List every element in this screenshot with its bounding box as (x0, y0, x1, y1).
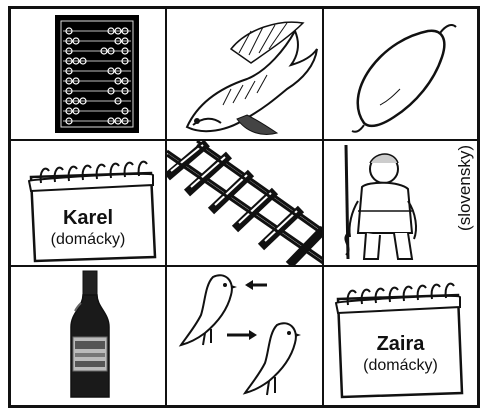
pigeons-icon (167, 267, 324, 405)
calendar-subtitle: (domácky) (363, 357, 438, 374)
cell-calendar-karel (11, 141, 167, 267)
cell-wine (11, 267, 167, 405)
calendar-title: Karel (62, 207, 114, 229)
fish-icon (167, 9, 324, 141)
calendar-title: Zaira (376, 333, 425, 355)
cell-sausage (324, 9, 477, 141)
cell-pigeons (167, 267, 324, 405)
calendar-subtitle: (domácky) (50, 231, 126, 248)
cell-railway (167, 141, 324, 267)
wine-bottle-icon (11, 267, 167, 405)
picture-grid (8, 6, 480, 408)
abacus-icon (11, 9, 167, 141)
sausage-icon (324, 9, 477, 141)
cell-calendar-zaira (324, 267, 477, 405)
cell-fish (167, 9, 324, 141)
cell-abacus (11, 9, 167, 141)
side-label: (slovensky) (455, 145, 474, 231)
cell-man-rope (324, 141, 477, 267)
railway-track-icon (167, 141, 324, 267)
